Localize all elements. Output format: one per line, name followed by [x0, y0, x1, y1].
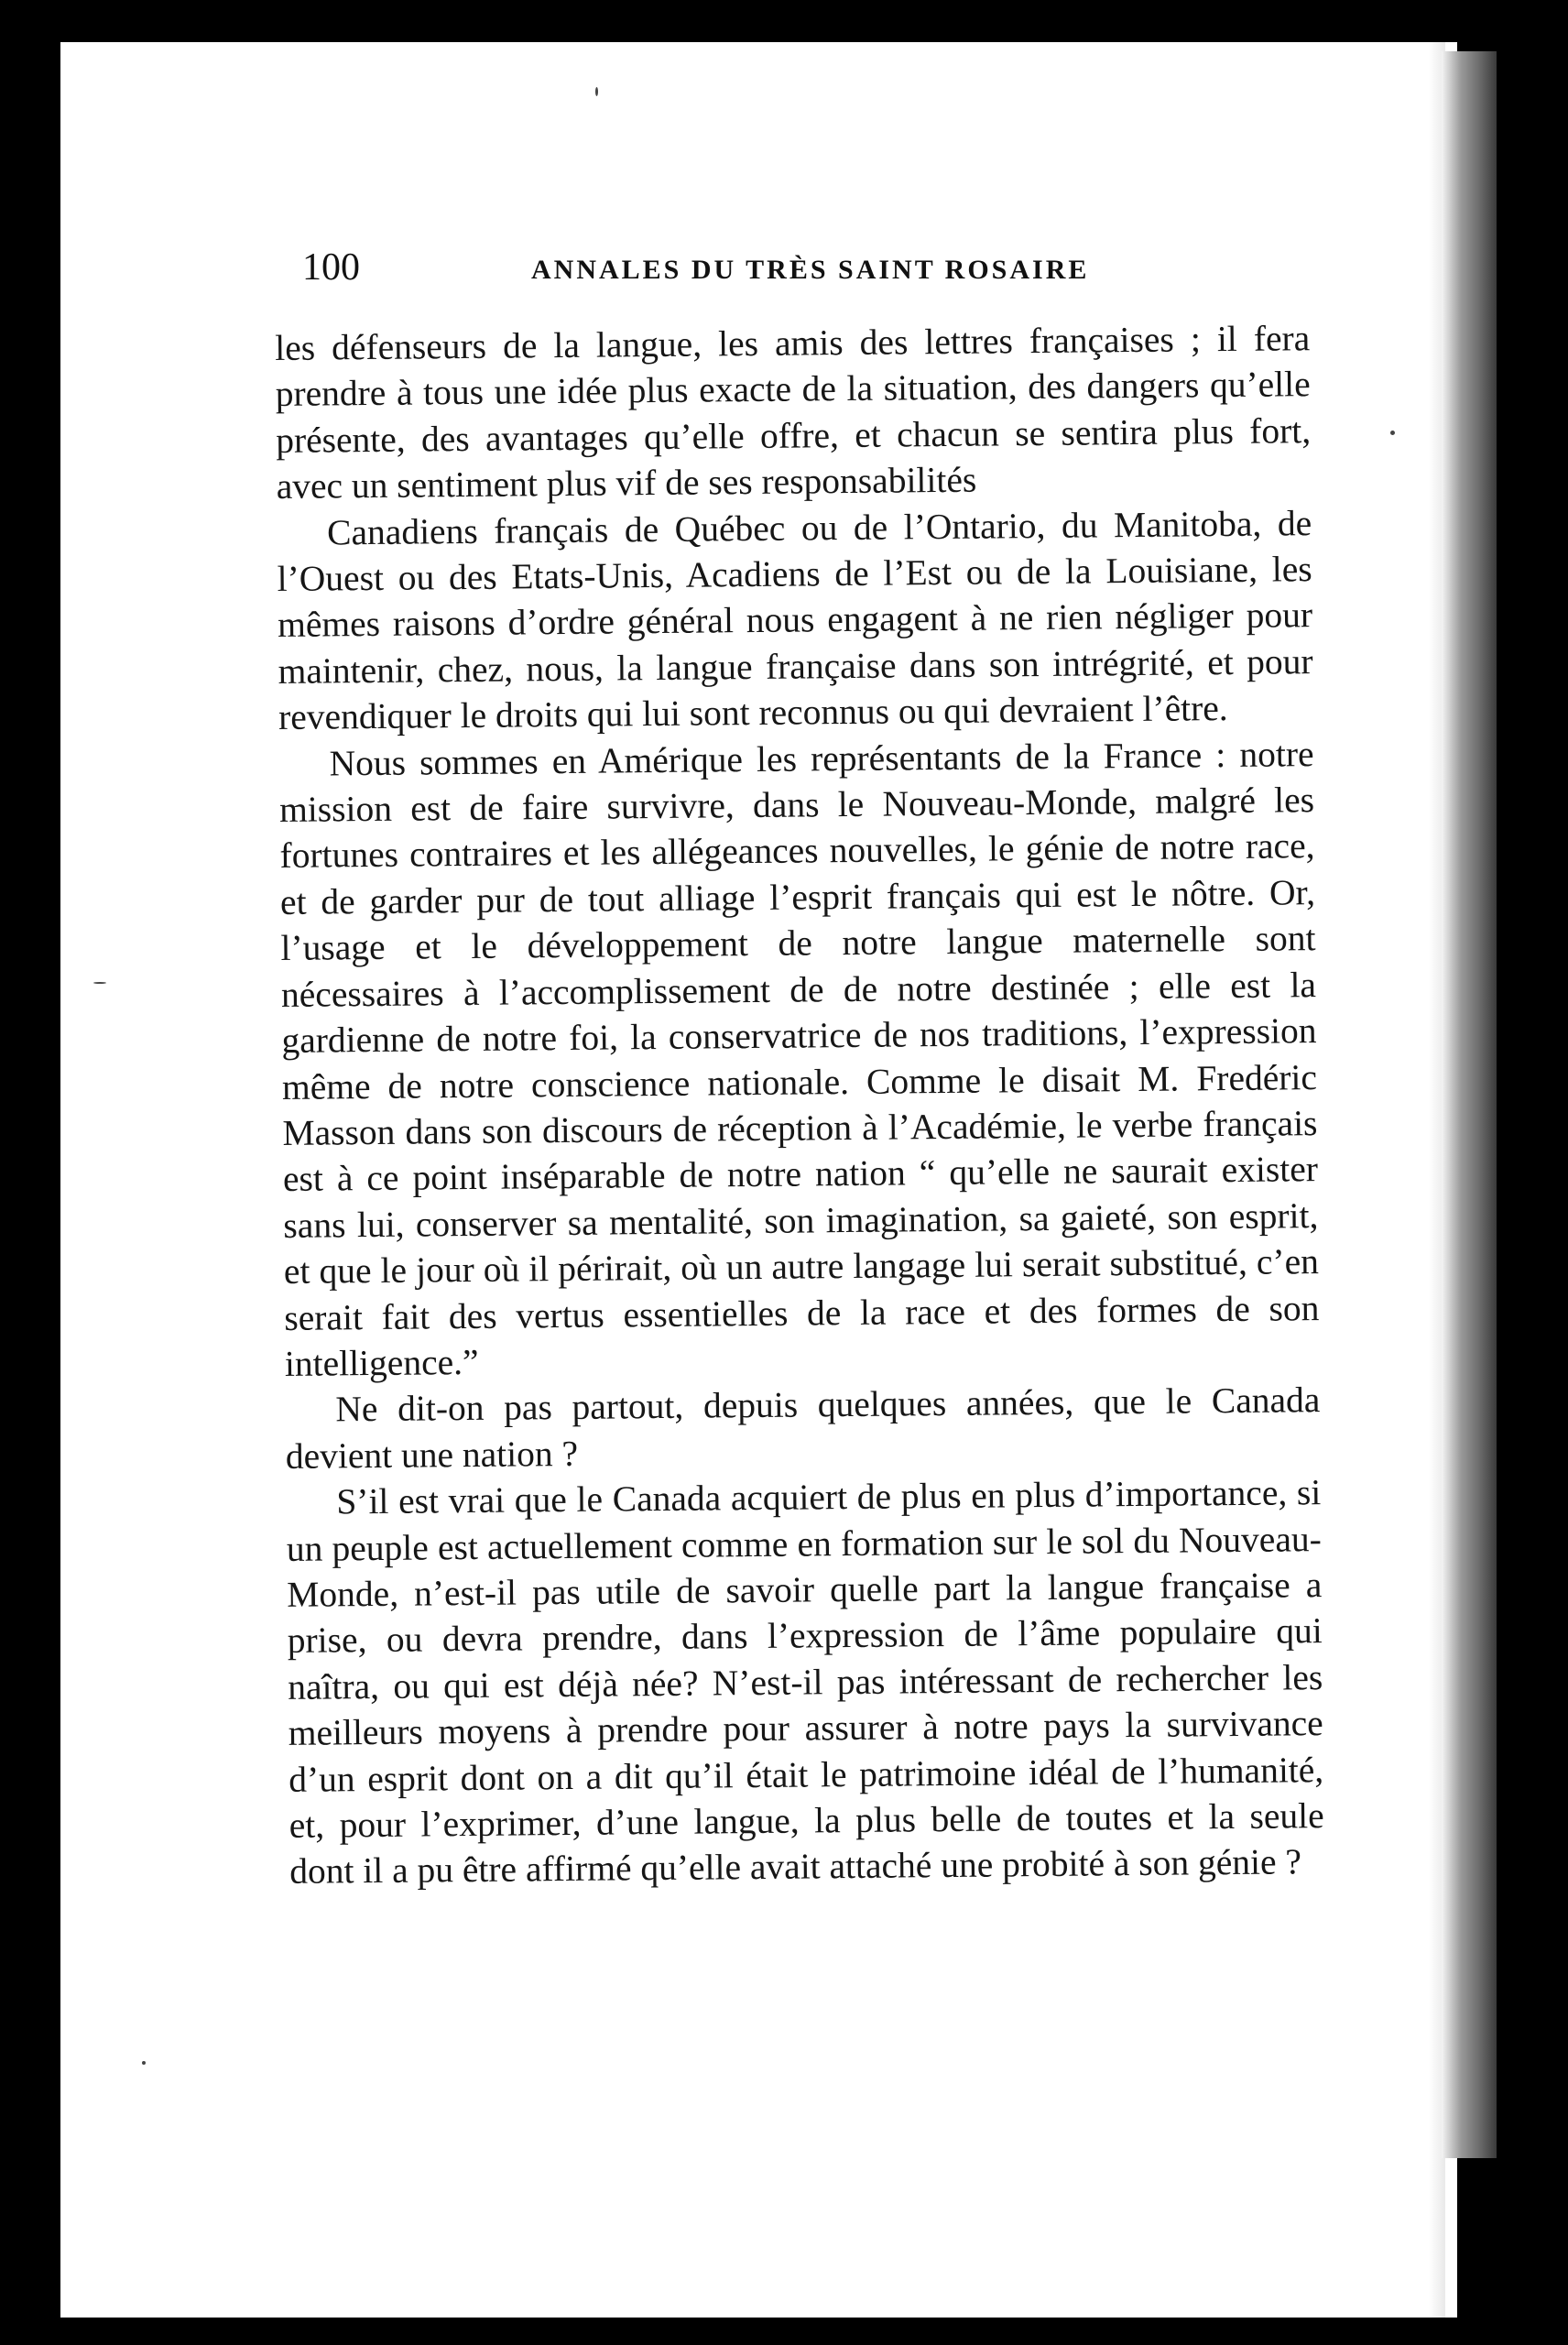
paragraph-2: Canadiens français de Québec ou de l’Ontario, du Manitoba, de l’Ouest ou des Etats-Unis, Acadiens de l’Est ou de la Louisiane, les mêmes raisons d’ordre général nous engagent à ne rien négliger pour maintenir, chez, nous, la langue française dans son intrégrité, et pour revendiquer le droits qui lui sont reconnus ou qui devraient l’être.	[277, 502, 1313, 738]
paragraph-4: Ne dit-on pas partout, depuis quelques années, que le Canada devient une nation ?	[285, 1380, 1321, 1477]
scan-speck	[93, 982, 106, 984]
page-number: 100	[302, 246, 360, 289]
scan-speck	[1390, 431, 1395, 435]
scan-speck	[142, 2061, 146, 2065]
journal-title: ANNALES DU TRÈS SAINT ROSAIRE	[531, 255, 1090, 285]
paragraph-5: S’il est vrai que le Canada acquiert de plus en plus d’importance, si un peuple est actuellement comme en formation sur le sol du Nouveau-Monde, n’est-il pas utile de savoir quelle part la langue française a prise, ou devra prendre, dans l’expression de l’âme populaire qui naîtra, ou qui est déjà née? N’est-il pas intéressant de rechercher les meilleurs moyens à prendre pour assurer à notre pays la survivance d’un esprit dont on a dit qu’il était le patrimoine idéal de l’humanité, et, pour l’exprimer, d’une langue, la plus belle de toutes et la seule dont il a pu être affirmé qu’elle avait attaché une probité à son génie ?	[286, 1472, 1324, 1892]
paragraph-3: Nous sommes en Amérique les représentants de la France : notre mission est de faire survivre, dans le Nouveau-Monde, malgré les fortunes contraires et les allégeances nouvelles, le génie de notre race, et de garder pur de tout alliage l’esprit français qui est le nôtre. Or, l’usage et le développement de notre langue maternelle sont nécessaires à l’accomplissement de de notre destinée ; elle est la gardienne de notre foi, la conservatrice de nos traditions, l’expression même de notre conscience nationale. Comme le disait M. Fredéric Masson dans son discours de réception à l’Académie, le verbe français est à ce point inséparable de notre nation “ qu’elle ne saurait exister sans lui, conserver sa mentalité, son imagination, sa gaieté, son esprit, et que le jour où il périrait, où un autre langage lui serait substitué, c’en serait fait des vertus essentielles de la race et des formes de son intelligence.”	[278, 733, 1320, 1384]
paragraph-1: les défenseurs de la langue, les amis des lettres françaises ; il fera prendre à tous une idée plus exacte de la situation, des dangers qu’elle présente, des avantages qu’elle offre, et chacun se sentira plus fort, avec un sentiment plus vif de ses responsabilités	[275, 318, 1312, 507]
body-text	[275, 315, 1324, 1895]
running-head	[302, 245, 1310, 300]
scan-speck	[595, 87, 598, 96]
page-edge-stack	[1442, 51, 1497, 2158]
